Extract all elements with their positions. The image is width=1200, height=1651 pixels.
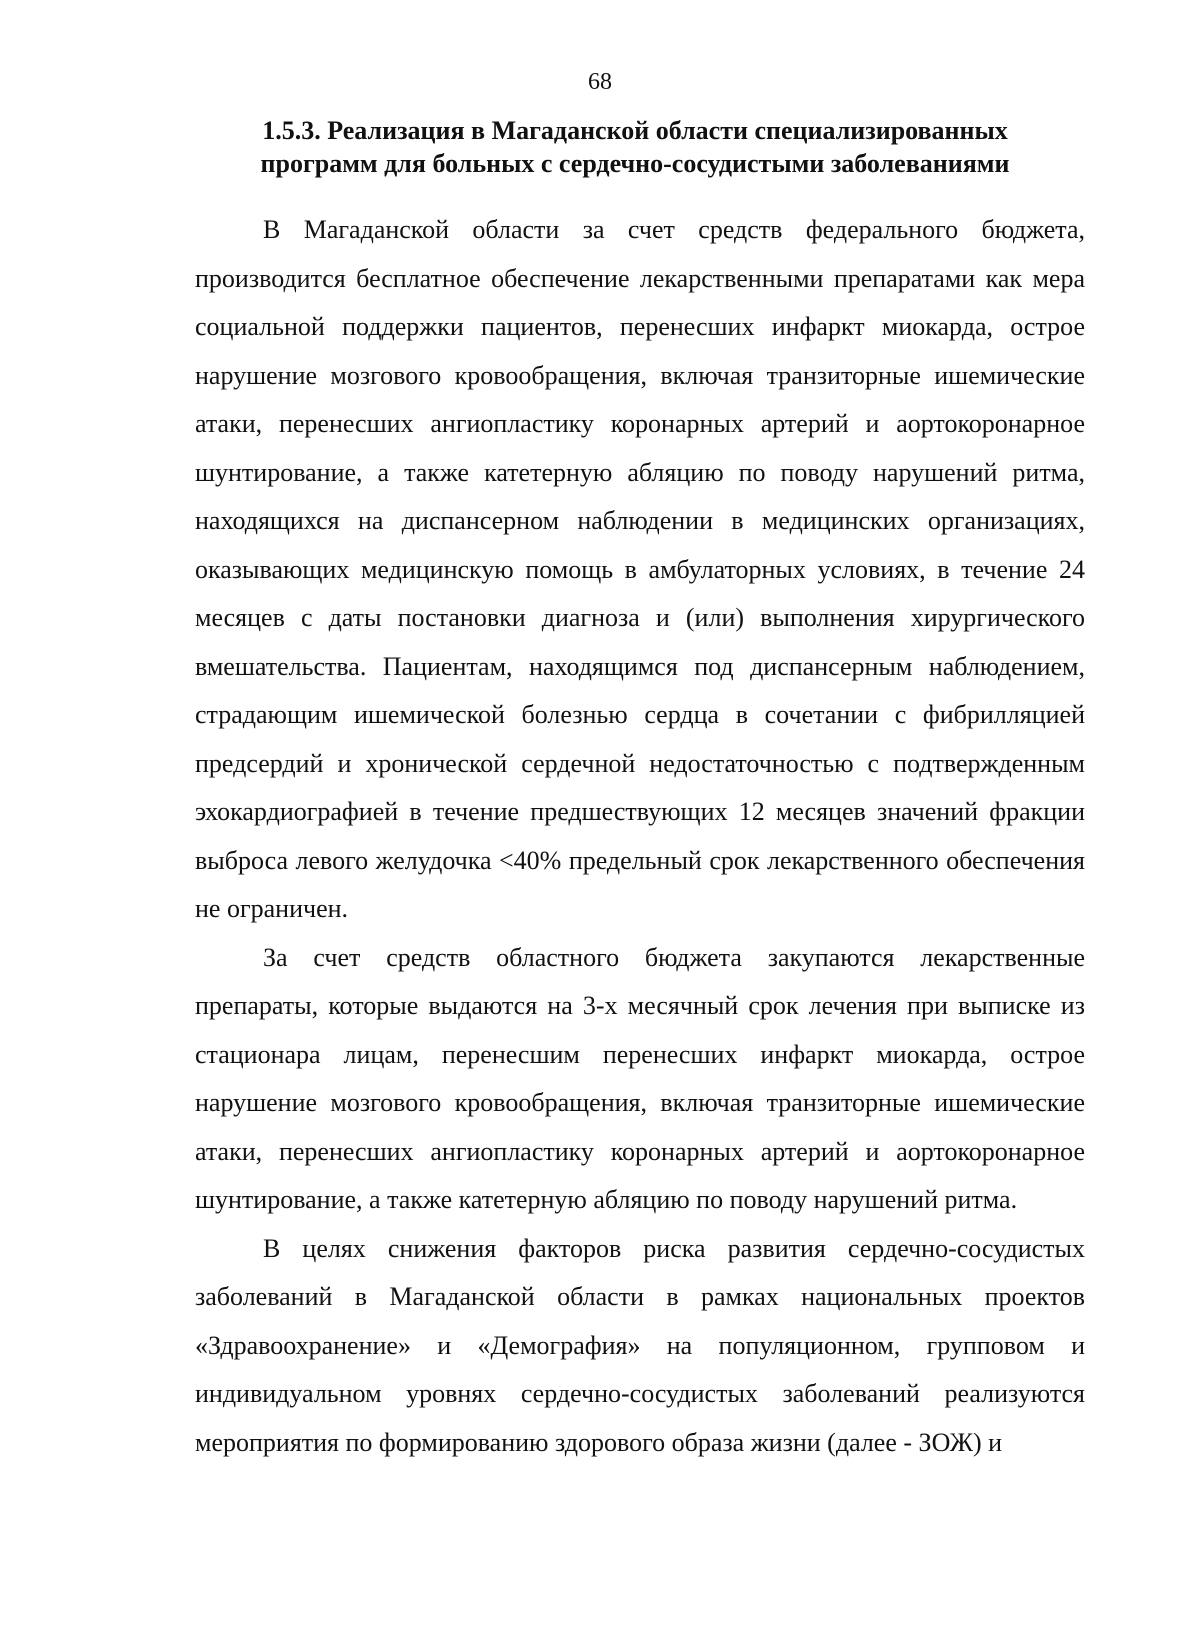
paragraph-risk-reduction: В целях снижения факторов риска развития сердечно-сосудистых заболеваний в Магаданской области в рамках национальных проектов «Здравоохранение» и «Демография» на популяционном, групповом и индивидуальном уровнях сердечно-сосудистых заболеваний реализуются мероприятия по формированию здорового образа жизни (далее - ЗОЖ) и: [195, 1233, 1085, 1457]
section-heading-line-1: 1.5.3. Реализация в Магаданской области специализированных: [262, 116, 1008, 145]
paragraph-federal-budget: В Магаданской области за счет средств федерального бюджета, производится бесплатное обеспечение лекарственными препаратами как мера социальной поддержки пациентов, перенесших инфаркт миокарда, острое нарушение мозгового кровообращения, включая транзиторные ишемические атаки, перенесших ангиопластику коронарных артерий и аортокоронарное шунтирование, а также катетерную абляцию по поводу нарушений ритма, находящихся на диспансерном наблюдении в медицинских организациях, оказывающих медицинскую помощь в амбулаторных условиях, в течение 24 месяцев с даты постановки диагноза и (или) выполнения хирургического вмешательства. Пациентам, находящимся под диспансерным наблюдением, страдающим ишемической болезнью сердца в сочетании с фибрилляцией предсердий и хронической сердечной недостаточностью с подтвержденным эхокардиографией в течение предшествующих 12 месяцев значений фракции выброса левого желудочка <40% предельный срок лекарственного обеспечения не ограничен.: [195, 215, 1085, 923]
section-heading-line-2: программ для больных с сердечно-сосудистыми заболеваниями: [260, 149, 1010, 178]
section-heading: [185, 114, 1085, 180]
body-text: [195, 206, 1085, 1467]
page-number: 68: [588, 69, 612, 95]
paragraph-regional-budget: За счет средств областного бюджета закупаются лекарственные препараты, которые выдаются на 3-х месячный срок лечения при выписке из стационара лицам, перенесшим перенесших инфаркт миокарда, острое нарушение мозгового кровообращения, включая транзиторные ишемические атаки, перенесших ангиопластику коронарных артерий и аортокоронарное шунтирование, а также катетерную абляцию по поводу нарушений ритма.: [195, 942, 1085, 1214]
